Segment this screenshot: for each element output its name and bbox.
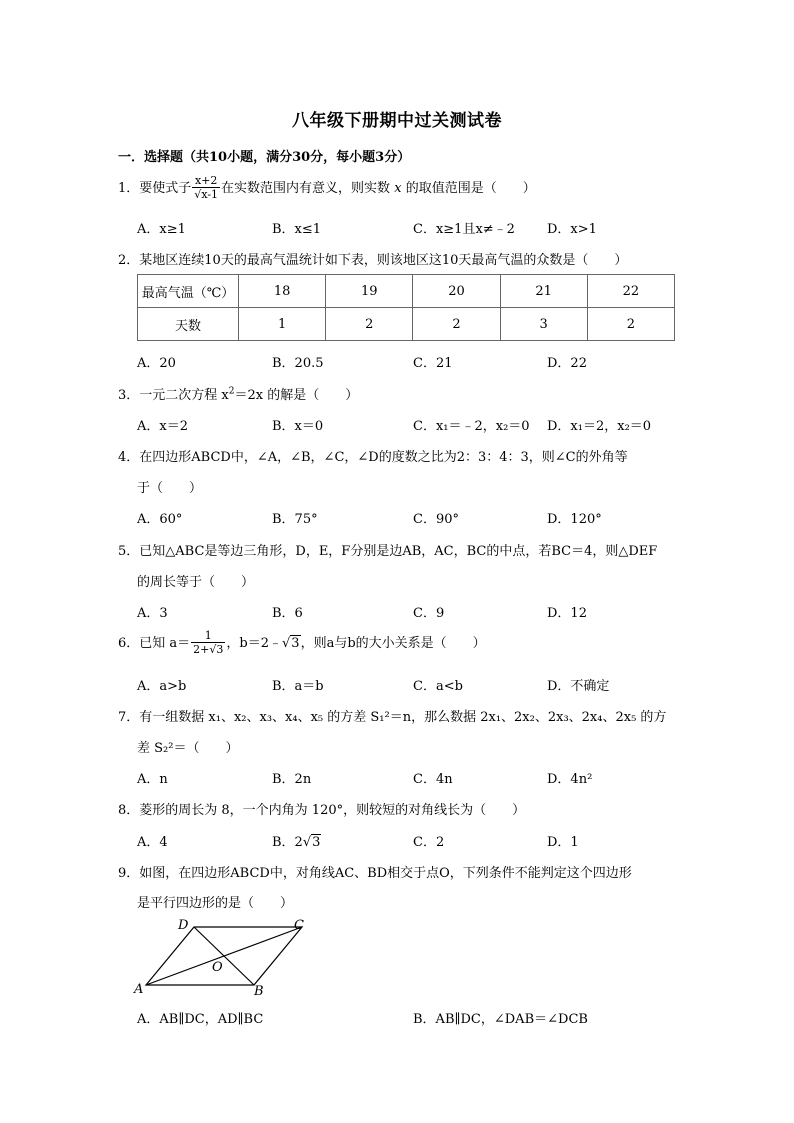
q1-pre: 要使式子 xyxy=(139,181,192,196)
question-7-line-2: 差 S₂²＝（ ） xyxy=(137,741,239,756)
q8-option-d: D．1 xyxy=(547,835,579,850)
q2-option-a: A．20 xyxy=(137,356,176,371)
label-c: C xyxy=(294,918,304,933)
table-cell: 天数 xyxy=(138,308,239,341)
question-8: 8．菱形的周长为 8，一个内角为 120°，则较短的对角线长为（ ） xyxy=(118,803,526,818)
temperature-table xyxy=(137,274,675,341)
q4-option-c: C．90° xyxy=(413,512,459,527)
q6-sqrt: √3 xyxy=(281,636,300,651)
q9-option-a: A．AB∥DC，AD∥BC xyxy=(137,1012,264,1027)
q1-number: 1． xyxy=(118,181,140,196)
label-a: A xyxy=(134,982,144,997)
table-cell: 22 xyxy=(587,275,674,308)
q8-option-b-radicand: 3 xyxy=(312,835,321,850)
label-b: B xyxy=(254,984,264,998)
q8-option-b-sqrt: √3 xyxy=(302,835,321,850)
q1-post2: 的取值范围是（ ） xyxy=(405,181,536,196)
q4-option-d: D．120° xyxy=(547,512,602,527)
table-cell: 2 xyxy=(326,308,413,341)
q1-fraction xyxy=(192,175,220,202)
q2-option-c: C．21 xyxy=(413,356,453,371)
table-cell: 18 xyxy=(239,275,326,308)
q5-option-c: C．9 xyxy=(413,606,445,621)
q6-option-c: C．a<b xyxy=(413,679,463,694)
table-cell: 2 xyxy=(587,308,674,341)
q1-frac-radicand: x-1 xyxy=(201,188,219,201)
q1-option-c: C．x≥1且x≠﹣2 xyxy=(413,222,515,237)
q1-post: 在实数范围内有意义，则实数 xyxy=(221,181,391,196)
q5-option-b: B．6 xyxy=(272,606,303,621)
q8-option-b xyxy=(272,831,321,850)
question-9-line-1: 9．如图，在四边形ABCD中，对角线AC、BD相交于点O，下列条件不能判定这个四边形 xyxy=(118,866,632,881)
q6-option-d: D．不确定 xyxy=(547,679,610,694)
q2-option-b: B．20.5 xyxy=(272,356,324,371)
q3-option-a: A．x＝2 xyxy=(137,419,188,434)
q9-option-b: B．AB∥DC，∠DAB＝∠DCB xyxy=(413,1012,588,1027)
q8-option-b-pre: B．2 xyxy=(272,835,303,850)
parallelogram-figure xyxy=(130,913,320,998)
q5-option-d: D．12 xyxy=(547,606,587,621)
question-2: 2．某地区连续10天的最高气温统计如下表，则该地区这10天最高气温的众数是（ ） xyxy=(118,253,628,268)
q6-radicand: 3 xyxy=(291,636,300,651)
question-6 xyxy=(118,630,486,657)
diagonal-bd xyxy=(194,927,254,985)
question-5-line-2: 的周长等于（ ） xyxy=(137,575,255,590)
q1-frac-denominator: √x-1 xyxy=(194,188,219,201)
q3-exponent: 2 xyxy=(228,386,235,397)
q3-pre: 3．一元二次方程 x xyxy=(118,388,229,403)
table-cell: 21 xyxy=(500,275,587,308)
q4-option-b: B．75° xyxy=(272,512,318,527)
q3-option-d: D．x₁＝2，x₂＝0 xyxy=(547,419,652,434)
q2-option-d: D．22 xyxy=(547,356,587,371)
label-d: D xyxy=(178,918,189,933)
q8-option-a: A．4 xyxy=(137,835,168,850)
q6-fraction xyxy=(191,630,225,657)
q7-option-d: D．4n² xyxy=(547,772,593,787)
q5-option-a: A．3 xyxy=(137,606,168,621)
q6-option-a: A．a>b xyxy=(137,679,187,694)
q1-option-b: B．x≤1 xyxy=(272,222,322,237)
q7-option-b: B．2n xyxy=(272,772,312,787)
q6-option-b: B．a＝b xyxy=(272,679,324,694)
q6-post: ，则a与b的大小关系是（ ） xyxy=(300,636,486,651)
question-3 xyxy=(118,384,358,403)
q4-option-a: A．60° xyxy=(137,512,183,527)
q1-option-d: D．x>1 xyxy=(547,222,597,237)
table-cell: 20 xyxy=(413,275,500,308)
table-cell: 1 xyxy=(239,308,326,341)
table-cell: 最高气温（℃） xyxy=(138,275,239,308)
table-cell: 19 xyxy=(326,275,413,308)
label-o: O xyxy=(212,960,223,975)
question-7-line-1: 7．有一组数据 x₁、x₂、x₃、x₄、x₅ 的方差 S₁²＝n，那么数据 2x₁、2x₂、2x₃、2x₄、2x₅ 的方 xyxy=(118,710,667,725)
table-cell: 3 xyxy=(500,308,587,341)
table-cell: 2 xyxy=(413,308,500,341)
q1-var: x xyxy=(394,181,402,196)
q3-option-b: B．x＝0 xyxy=(272,419,324,434)
table-row xyxy=(138,308,675,341)
q6-frac-denominator: 2+√3 xyxy=(193,643,224,656)
question-1 xyxy=(118,175,536,202)
table-row xyxy=(138,275,675,308)
question-4-line-2: 于（ ） xyxy=(137,481,203,496)
q7-option-c: C．4n xyxy=(413,772,453,787)
section-heading: 一．选择题（共10小题，满分30分，每小题3分） xyxy=(118,150,411,165)
q3-post: ＝2x 的解是（ ） xyxy=(234,388,359,403)
q6-mid: ，b＝2﹣ xyxy=(226,636,282,651)
q1-frac-numerator: x+2 xyxy=(192,175,220,188)
q8-option-c: C．2 xyxy=(413,835,445,850)
q6-pre: 6．已知 a＝ xyxy=(118,636,191,651)
q7-option-a: A．n xyxy=(137,772,168,787)
question-4-line-1: 4．在四边形ABCD中，∠A，∠B，∠C，∠D的度数之比为2：3：4：3，则∠C的外角等 xyxy=(118,450,628,465)
q3-option-c: C．x₁＝﹣2，x₂＝0 xyxy=(413,419,530,434)
question-9-line-2: 是平行四边形的是（ ） xyxy=(137,896,294,911)
q6-frac-radicand: 3 xyxy=(216,643,224,656)
q6-frac-den-pre: 2+ xyxy=(193,643,210,656)
q1-option-a: A．x≥1 xyxy=(137,222,186,237)
question-5-line-1: 5．已知△ABC是等边三角形，D，E，F分别是边AB，AC，BC的中点，若BC＝4，则△DEF xyxy=(118,544,658,559)
page-title: 八年级下册期中过关测试卷 xyxy=(292,111,502,131)
q6-frac-numerator: 1 xyxy=(191,630,225,643)
